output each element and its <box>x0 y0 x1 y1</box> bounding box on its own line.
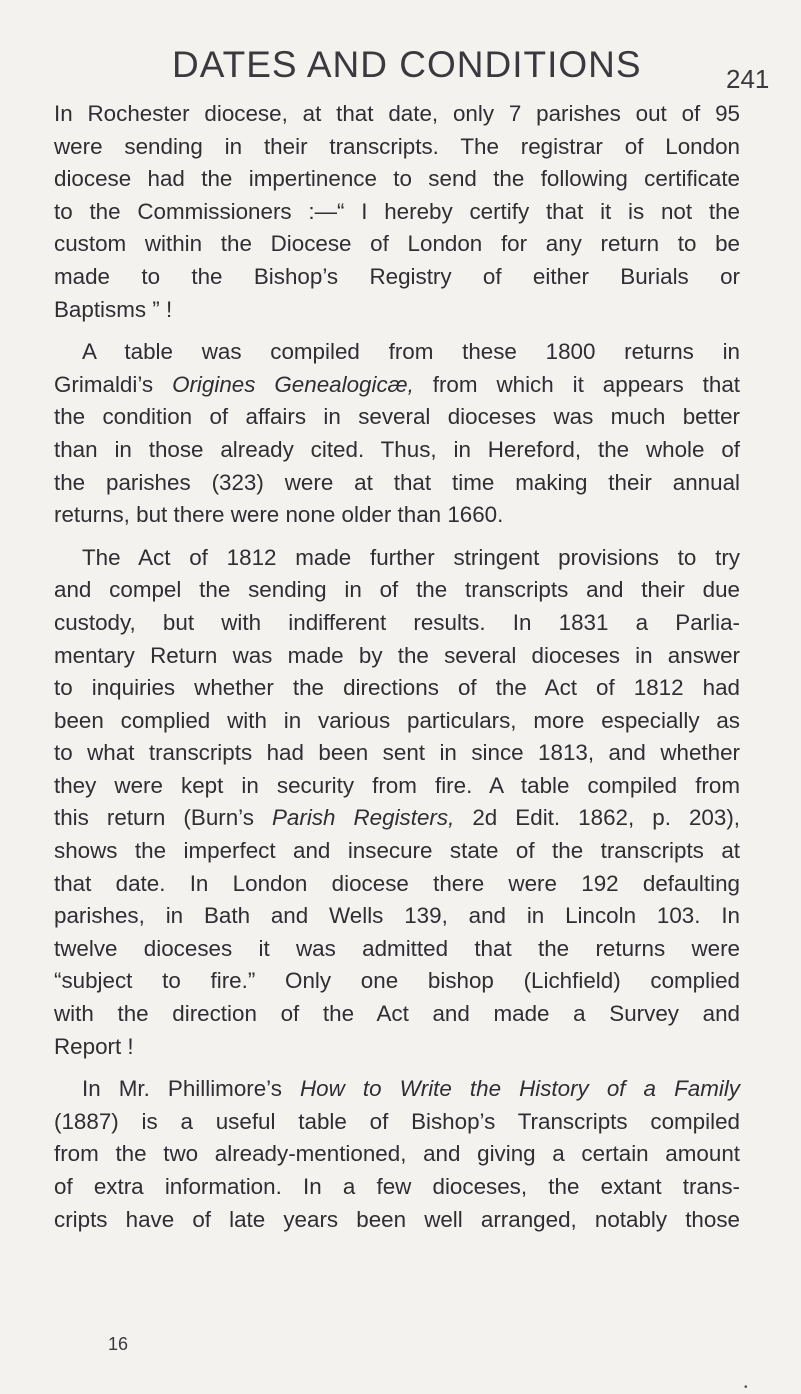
text-line: to the Commissioners :—“ I hereby certify that it is not the <box>54 198 740 224</box>
text-line: were sending in their transcripts. The registrar of London <box>54 133 740 159</box>
text-line: shows the imperfect and insecure state of the transcripts at <box>54 838 740 864</box>
text-line: A table was compiled from these 1800 returns in <box>82 339 740 365</box>
text-segment: this return (Burn’s <box>54 805 272 831</box>
text-line: to what transcripts had been sent in since 1813, and whether <box>54 740 740 766</box>
text-line: the condition of affairs in several dioceses was much better <box>54 404 740 430</box>
paragraph-phillimore <box>54 1073 740 1236</box>
text-line: than in those already cited. Thus, in Hereford, the whole of <box>54 436 740 462</box>
text-line: diocese had the impertinence to send the following certificate <box>54 166 740 192</box>
text-line: (1887) is a useful table of Bishop’s Transcripts compiled <box>54 1108 740 1134</box>
text-line: “subject to fire.” Only one bishop (Lichfield) complied <box>54 968 740 994</box>
text-line: Baptisms ” ! <box>54 296 173 322</box>
text-segment: Grimaldi’s <box>54 371 173 397</box>
text-line: returns, but there were none older than 1660. <box>54 502 504 528</box>
text-line: In Rochester diocese, at that date, only 7 parishes out of 95 <box>54 101 740 126</box>
paragraph-act-1812 <box>54 542 740 1064</box>
book-title-parish-registers: Parish Registers, <box>272 805 455 831</box>
text-line: of extra information. In a few dioceses, the extant trans- <box>54 1174 740 1199</box>
signature-mark: 16 <box>108 1334 129 1354</box>
text-line: twelve dioceses it was admitted that the returns were <box>54 935 740 961</box>
page-number: 241 <box>726 64 770 94</box>
text-line-mixed <box>54 369 740 402</box>
text-line: to inquiries whether the directions of the Act of 1812 had <box>54 675 740 701</box>
book-title-origines: Origines Genealogicæ, <box>172 371 414 397</box>
running-title: DATES AND CONDITIONS <box>172 44 642 85</box>
text-line: with the direction of the Act and made a Survey and <box>54 1001 740 1027</box>
text-line: mentary Return was made by the several dioceses in answer <box>54 642 740 668</box>
paragraph-grimaldi <box>54 336 740 532</box>
text-line-mixed <box>54 1073 740 1106</box>
book-title-how-to-write: How to Write the History of a Family <box>300 1076 740 1102</box>
text-line: they were kept in security from fire. A table compiled from <box>54 772 740 798</box>
text-segment: from which it appears that <box>413 371 740 397</box>
text-line: the parishes (323) were at that time making their annual <box>54 469 740 495</box>
text-line: The Act of 1812 made further stringent provisions to try <box>82 544 740 570</box>
text-line: parishes, in Bath and Wells 139, and in Lincoln 103. In <box>54 903 740 929</box>
paragraph-rochester <box>54 98 740 326</box>
body-text <box>54 98 740 1236</box>
text-line: custody, but with indifferent results. In 1831 a Parlia- <box>54 609 740 635</box>
text-line: custom within the Diocese of London for any return to be <box>54 231 740 257</box>
text-line: been complied with in various particulars, more especially as <box>54 707 740 733</box>
stray-mark: • <box>744 1382 748 1393</box>
running-head <box>0 44 801 104</box>
text-line: cripts have of late years been well arranged, notably those <box>54 1206 740 1232</box>
text-line-mixed <box>54 802 740 835</box>
text-line: made to the Bishop’s Registry of either Burials or <box>54 263 740 289</box>
text-segment: In Mr. Phillimore’s <box>82 1076 301 1102</box>
text-line: and compel the sending in of the transcripts and their due <box>54 577 740 603</box>
text-line: that date. In London diocese there were 192 defaulting <box>54 870 740 896</box>
text-segment: 2d Edit. 1862, p. 203), <box>454 805 740 831</box>
text-line: from the two already-mentioned, and giving a certain amount <box>54 1141 740 1167</box>
text-line: Report ! <box>54 1033 134 1059</box>
